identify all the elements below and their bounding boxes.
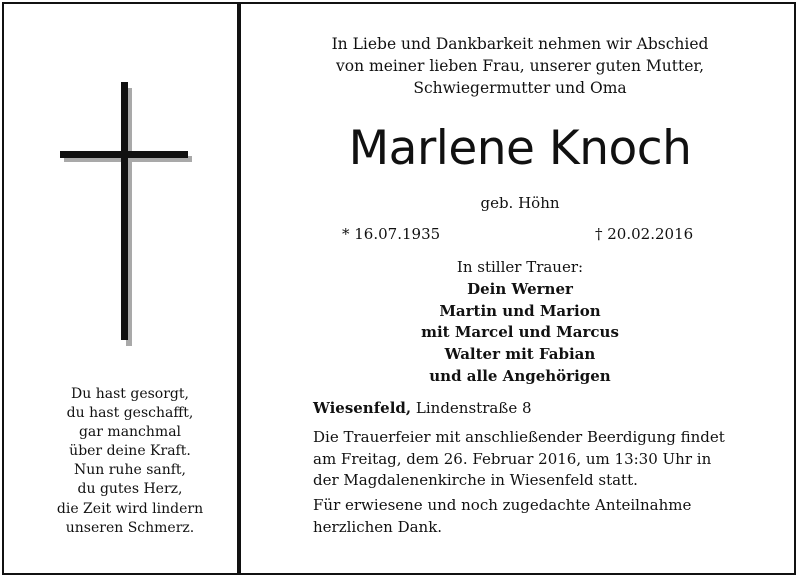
mourners-list [270,279,770,388]
verse-line: über deine Kraft. [69,443,191,460]
birth-date: * 16.07.1935 [342,225,441,243]
verse-line: du hast geschafft, [66,405,194,422]
family-address [313,398,532,418]
verse-line: du gutes Herz, [77,481,183,498]
verse-line: Du hast gesorgt, [71,386,189,402]
thanks-line: herzlichen Dank. [313,517,443,536]
funeral-details [313,427,753,492]
mourner-name: und alle Angehörigen [429,366,611,385]
ceremony-line: Die Trauerfeier mit anschließender Beerdigung findet [313,428,725,446]
memorial-verse [40,385,220,538]
intro-line: von meiner lieben Frau, unserer guten Mutter, [336,57,704,75]
maiden-name: geb. Höhn [480,194,560,212]
address-street: Lindenstraße 8 [415,399,532,417]
mourner-name: mit Marcel und Marcus [421,323,619,342]
address-place: Wiesenfeld, [313,399,412,417]
thanks-line: Für erwiesene und noch zugedachte Anteilnahme [313,496,692,514]
verse-line: gar manchmal [78,424,182,441]
death-date: † 20.02.2016 [595,225,694,243]
mourner-name: Martin und Marion [439,301,601,320]
ceremony-line: am Freitag, dem 26. Februar 2016, um 13:30 Uhr in [313,449,712,468]
deceased-name: Marlene Knoch [348,121,692,176]
verse-line: Nun ruhe sanft, [74,462,186,479]
intro-line: In Liebe und Dankbarkeit nehmen wir Abschied [331,35,709,53]
mourners-block [270,257,770,388]
farewell-intro [270,33,770,99]
verse-line: unseren Schmerz. [65,519,195,536]
mourning-label: In stiller Trauer: [456,258,584,276]
cross-shape [60,82,188,340]
verse-line: die Zeit wird lindern [56,500,204,517]
ceremony-line: der Magdalenenkirche in Wiesenfeld statt. [313,471,638,489]
mourner-name: Walter mit Fabian [444,345,596,364]
thanks-note [313,495,753,538]
mourner-name: Dein Werner [467,279,573,298]
intro-line: Schwiegermutter und Oma [413,79,627,97]
